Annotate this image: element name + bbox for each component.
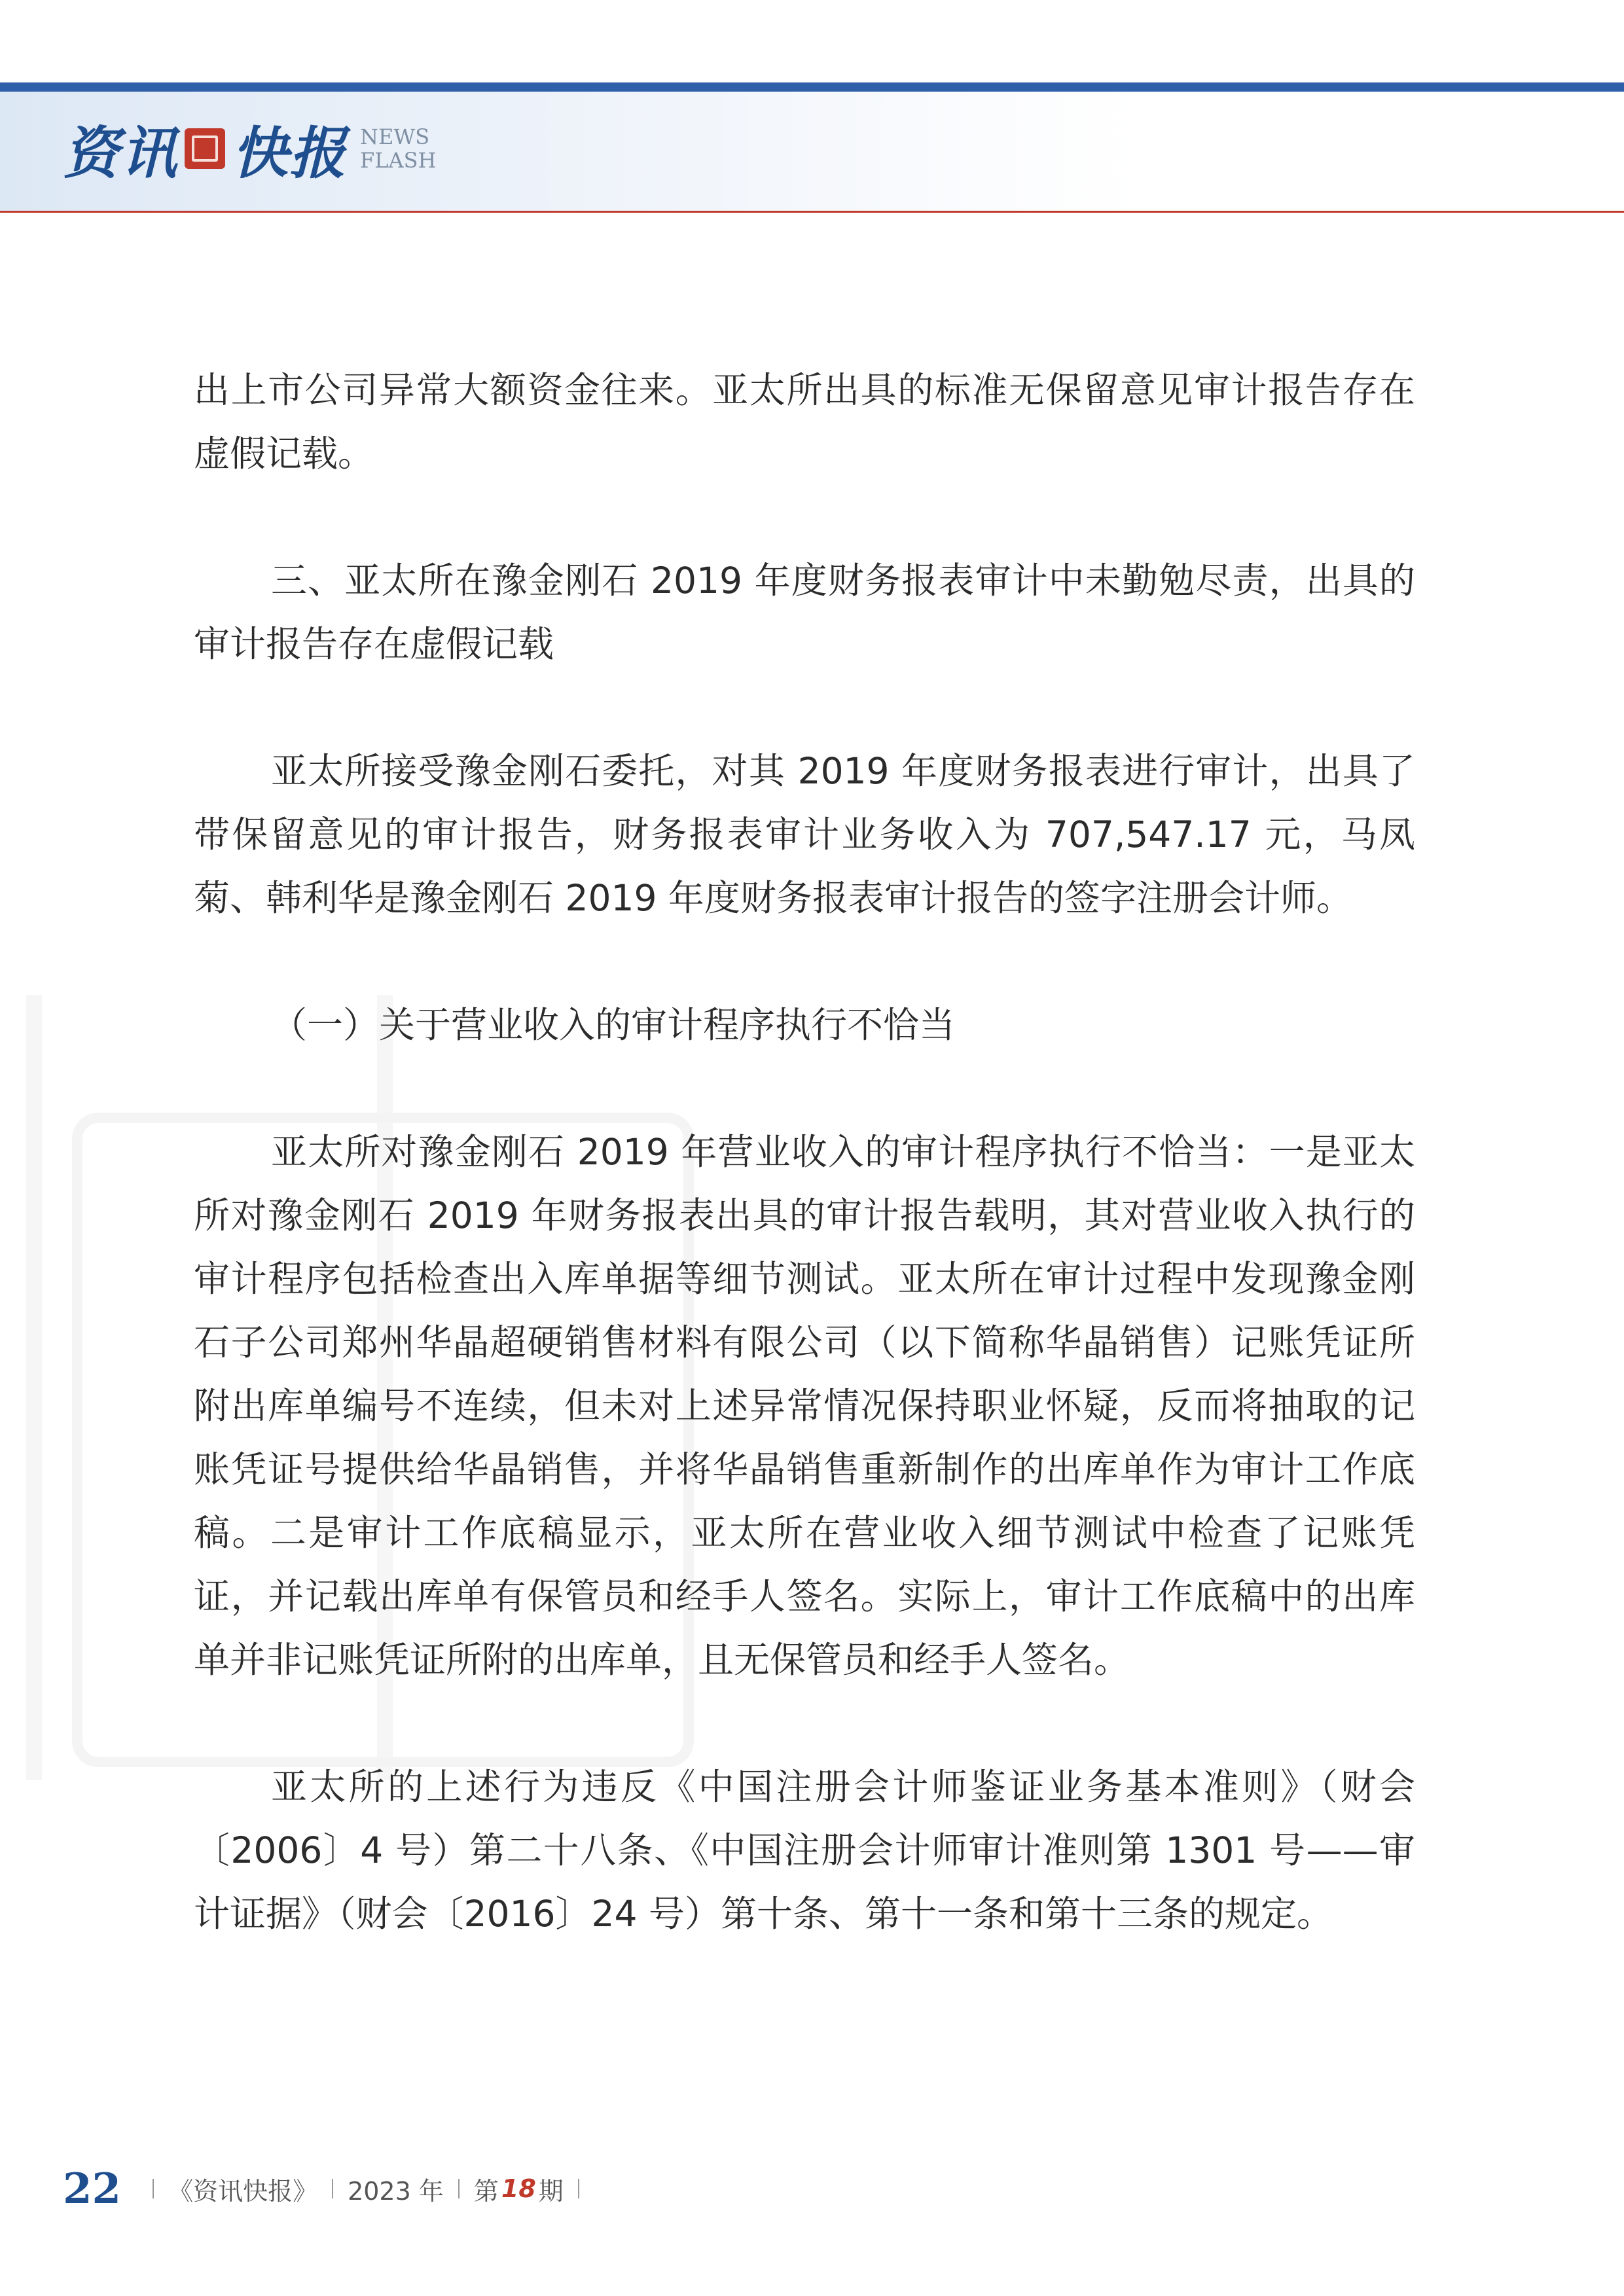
logo-title-part2: 快报 (232, 120, 347, 187)
publication-year: 2023 年 (348, 2176, 444, 2206)
subsection-heading-1: （一）关于营业收入的审计程序执行不恰当 (271, 1004, 956, 1046)
issue-prefix: 第 (473, 2176, 499, 2206)
footer-separator (332, 2179, 333, 2198)
section-heading-3: 三、亚太所在豫金刚石 2019 年度财务报表审计中未勤勉尽责，出具的审计报告存在虚假记载 (194, 560, 1415, 665)
paragraph-1: 出上市公司异常大额资金往来。亚太所出具的标准无保留意见审计报告存在虚假记载。 (194, 369, 1415, 475)
logo-english-line1: NEWS (360, 124, 430, 149)
header-divider (0, 211, 1624, 213)
article-body (194, 359, 1415, 1946)
logo-english (360, 125, 436, 172)
paragraph-3: 亚太所对豫金刚石 2019 年营业收入的审计程序执行不恰当：一是亚太所对豫金刚石 2019 年财务报表出具的审计报告载明，其对营业收入执行的审计程序包括检查出入库单据等细节测试。亚太所在审计过程中发现豫金刚石子公司郑州华晶超硬销售材料有限公司（以下简称华晶销售）记账凭证所附出库单编号不连续，但未对上述异常情况保持职业怀疑，反而将抽取的记账凭证号提供给华晶销售，并将华晶销售重新制作的出库单作为审计工作底稿。二是审计工作底稿显示，亚太所在营业收入细节测试中检查了记账凭证，并记载出库单有保管员和经手人签名。实际上，审计工作底稿中的出库单并非记账凭证所附的出库单，且无保管员和经手人签名。 (194, 1131, 1415, 1681)
logo-title-part1: 资讯 (63, 120, 178, 187)
seal-icon (185, 128, 225, 169)
publication-name: 《资讯快报》 (168, 2176, 318, 2206)
header-top-bar (0, 82, 1624, 92)
masthead-logo (63, 113, 436, 185)
footer-separator (578, 2179, 579, 2198)
footer-separator (458, 2179, 460, 2198)
issue-suffix: 期 (538, 2176, 564, 2206)
footer-separator (153, 2179, 154, 2198)
issue-number: 18 (501, 2174, 536, 2203)
logo-english-line2: FLASH (360, 148, 437, 173)
page-number: 22 (63, 2164, 122, 2214)
page-footer (63, 2157, 594, 2220)
paragraph-4: 亚太所的上述行为违反《中国注册会计师鉴证业务基本准则》（财会〔2006〕4 号）第二十八条、《中国注册会计师审计准则第 1301 号——审计证据》（财会〔2016〕24 号）第十条、第十一条和第十三条的规定。 (194, 1766, 1415, 1935)
paragraph-2: 亚太所接受豫金刚石委托，对其 2019 年度财务报表进行审计，出具了带保留意见的审计报告，财务报表审计业务收入为 707,547.17 元，马凤菊、韩利华是豫金刚石 2019 年度财务报表审计报告的签字注册会计师。 (194, 750, 1415, 919)
